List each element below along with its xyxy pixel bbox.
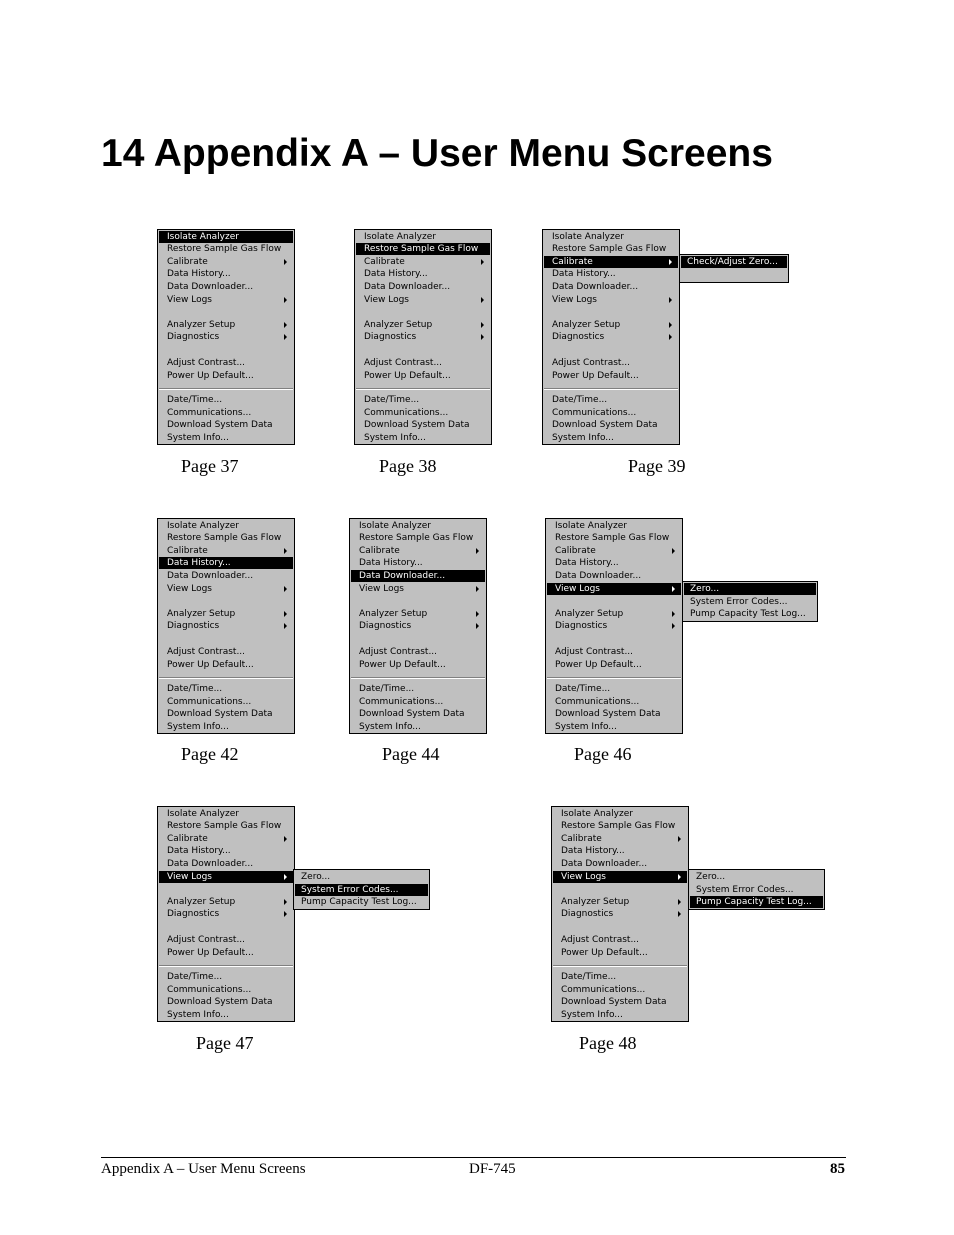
menu-item[interactable] [159,419,293,431]
submenu-item[interactable]: Pump Capacity Test Log... [301,897,417,908]
menu-item-label: Data History... [561,846,625,856]
menu-item[interactable] [351,620,485,632]
menu-item[interactable] [351,532,485,544]
menu-item[interactable] [356,407,490,419]
page-reference-caption: Page 37 [181,456,239,476]
menu-item[interactable] [356,256,490,268]
submenu-arrow-icon [476,548,479,554]
submenu-arrow-icon [284,874,287,880]
page-title: 14 Appendix A – User Menu Screens [101,132,773,175]
menu-item-label: Data History... [552,269,616,279]
menu-item[interactable] [159,394,293,406]
menu-separator [356,388,490,390]
menu-item[interactable] [356,319,490,331]
menu-item[interactable] [159,908,293,920]
menu-item[interactable] [544,256,678,268]
menu-item[interactable] [547,520,681,532]
menu-item-label: Calibrate [555,546,596,556]
submenu-arrow-icon [481,259,484,265]
menu-item[interactable] [159,971,293,983]
menu-item-label: Isolate Analyzer [167,521,239,531]
submenu-item[interactable]: Zero... [696,872,726,882]
menu-item-label: Download System Data [561,997,667,1007]
menu-item[interactable] [547,659,681,671]
menu-item[interactable] [159,984,293,996]
menu-item[interactable] [159,432,293,444]
menu-item[interactable] [356,357,490,369]
menu-item[interactable] [544,357,678,369]
menu-item-label: Adjust Contrast... [561,935,640,945]
menu-item-label: Download System Data [359,709,465,719]
menu-item-label: Date/Time... [167,395,223,405]
submenu-arrow-icon [284,586,287,592]
menu-item-label: Restore Sample Gas Flow [167,244,282,254]
menu-item-label: System Info... [359,722,421,732]
menu-item[interactable] [544,394,678,406]
menu-item[interactable] [547,583,681,595]
menu-item[interactable] [553,996,687,1008]
menu-item[interactable] [553,971,687,983]
menu-item[interactable] [356,243,490,255]
menu-item-label: Power Up Default... [167,660,254,670]
menu-item[interactable] [159,532,293,544]
menu-item-label: Adjust Contrast... [167,935,246,945]
menu-item-label: System Info... [555,722,617,732]
menu-item[interactable] [544,331,678,343]
menu-item-label: Power Up Default... [364,371,451,381]
menu-item[interactable] [159,281,293,293]
menu-item[interactable] [159,620,293,632]
menu-item[interactable] [547,646,681,658]
menu-item[interactable] [547,608,681,620]
menu-item[interactable] [544,432,678,444]
menu-item[interactable] [159,370,293,382]
menu-item[interactable] [159,659,293,671]
menu-item[interactable] [544,319,678,331]
menu-item-label: Diagnostics [167,332,220,342]
menu-item-label: Power Up Default... [555,660,642,670]
menu-item-label: Data Downloader... [561,859,648,869]
footer-document-id: DF-745 [469,1161,516,1177]
submenu-arrow-icon [669,334,672,340]
submenu-arrow-icon [476,586,479,592]
menu-item[interactable] [159,708,293,720]
menu-item[interactable] [553,858,687,870]
menu-item-label: Data Downloader... [167,282,254,292]
submenu-arrow-icon [669,297,672,303]
menu-item[interactable] [159,896,293,908]
menu-item[interactable] [553,871,687,883]
submenu-arrow-icon [476,611,479,617]
menu-item-label: Data History... [359,558,423,568]
menu-item-label: Date/Time... [359,684,415,694]
menu-item-label: Diagnostics [167,621,220,631]
menu-item-label: Date/Time... [167,684,223,694]
menu-item-label: System Info... [364,433,426,443]
menu-screen [157,518,295,734]
menu-item-label: Data Downloader... [359,571,446,581]
menu-separator [159,677,293,679]
menu-item[interactable] [547,696,681,708]
submenu-arrow-icon [481,297,484,303]
menu-item-label: Download System Data [555,709,661,719]
menu-item[interactable] [351,708,485,720]
menu-item-label: Analyzer Setup [167,897,236,907]
submenu-arrow-icon [678,911,681,917]
menu-item-label: Restore Sample Gas Flow [555,533,670,543]
menu-item[interactable] [356,419,490,431]
menu-item-label: Communications... [167,697,252,707]
menu-item[interactable] [159,608,293,620]
menu-item[interactable] [356,231,490,243]
menu-item[interactable] [547,683,681,695]
menu-item-label: Power Up Default... [561,948,648,958]
menu-item[interactable] [351,583,485,595]
menu-item[interactable] [553,947,687,959]
menu-item-label: Adjust Contrast... [552,358,631,368]
submenu-item[interactable]: System Error Codes... [295,884,428,896]
submenu-arrow-icon [672,586,675,592]
menu-item[interactable] [159,583,293,595]
menu-item[interactable] [159,947,293,959]
menu-item[interactable] [553,1009,687,1021]
menu-item-label: Communications... [359,697,444,707]
menu-screen [545,518,683,734]
menu-item-label: Restore Sample Gas Flow [364,244,479,254]
submenu-arrow-icon [284,611,287,617]
submenu-arrow-icon [284,623,287,629]
menu-item[interactable] [159,721,293,733]
menu-item-label: Adjust Contrast... [167,358,246,368]
menu-item-label: Power Up Default... [552,371,639,381]
menu-item-label: Data Downloader... [552,282,639,292]
page-reference-caption: Page 38 [379,456,437,476]
submenu-item[interactable]: Zero... [301,872,331,882]
menu-item-label: Restore Sample Gas Flow [359,533,474,543]
menu-item[interactable] [159,696,293,708]
menu-item[interactable] [553,934,687,946]
menu-item[interactable] [544,419,678,431]
menu-item-label: Analyzer Setup [555,609,624,619]
page-reference-caption: Page 46 [574,744,632,764]
menu-item-label: System Info... [167,433,229,443]
menu-item[interactable] [356,294,490,306]
menu-item-label: Diagnostics [561,909,614,919]
menu-item-label: Date/Time... [552,395,608,405]
menu-item-label: Communications... [167,408,252,418]
menu-item-label: Isolate Analyzer [555,521,627,531]
menu-item-label: Download System Data [364,420,470,430]
menu-item-label: Analyzer Setup [167,320,236,330]
menu-item[interactable] [544,268,678,280]
menu-separator [544,388,678,390]
menu-item[interactable] [547,532,681,544]
menu-item[interactable] [544,243,678,255]
menu-item-label: Calibrate [364,257,405,267]
menu-item[interactable] [351,721,485,733]
submenu [682,581,818,622]
menu-separator [553,965,687,967]
menu-item-label: Adjust Contrast... [167,647,246,657]
menu-item[interactable] [544,370,678,382]
menu-item-label: Adjust Contrast... [364,358,443,368]
submenu-arrow-icon [669,322,672,328]
menu-item-label: View Logs [359,584,404,594]
menu-item-label: System Info... [167,722,229,732]
menu-item-label: Communications... [552,408,637,418]
menu-item[interactable] [351,646,485,658]
menu-item-label: Isolate Analyzer [167,232,239,242]
menu-item[interactable] [159,996,293,1008]
menu-item[interactable] [553,908,687,920]
menu-item-label: System Info... [561,1010,623,1020]
menu-item[interactable] [553,984,687,996]
menu-item-label: Power Up Default... [167,948,254,958]
menu-item-label: View Logs [167,584,212,594]
menu-item[interactable] [356,268,490,280]
footer-page-number: 85 [830,1161,845,1177]
submenu-item[interactable]: Zero... [684,583,816,595]
menu-item[interactable] [356,432,490,444]
menu-item[interactable] [553,808,687,820]
page-reference-caption: Page 42 [181,744,239,764]
submenu-arrow-icon [284,334,287,340]
submenu-arrow-icon [678,874,681,880]
menu-item[interactable] [356,394,490,406]
menu-item-label: Download System Data [167,997,273,1007]
menu-item[interactable] [159,557,293,569]
submenu-arrow-icon [672,623,675,629]
menu-item-label: View Logs [555,584,600,594]
menu-item[interactable] [351,570,485,582]
submenu-item[interactable]: System Error Codes... [696,884,794,895]
menu-item-label: View Logs [364,295,409,305]
submenu-arrow-icon [481,322,484,328]
menu-item-label: Isolate Analyzer [359,521,431,531]
menu-item[interactable] [547,570,681,582]
menu-item[interactable] [159,357,293,369]
menu-item[interactable] [159,646,293,658]
menu-item-label: Analyzer Setup [561,897,630,907]
menu-item[interactable] [547,721,681,733]
menu-item[interactable] [159,934,293,946]
menu-item[interactable] [159,808,293,820]
menu-item[interactable] [159,243,293,255]
menu-item[interactable] [159,683,293,695]
menu-item-label: Data History... [555,558,619,568]
menu-item[interactable] [547,545,681,557]
menu-screen [349,518,487,734]
menu-screen [551,806,689,1022]
menu-item-label: Restore Sample Gas Flow [552,244,667,254]
menu-item[interactable] [159,871,293,883]
menu-item[interactable] [351,545,485,557]
submenu-arrow-icon [476,623,479,629]
menu-item-label: Date/Time... [561,972,617,982]
menu-item-label: Calibrate [561,834,602,844]
submenu-arrow-icon [678,836,681,842]
menu-item-label: Diagnostics [167,909,220,919]
menu-item-label: Isolate Analyzer [552,232,624,242]
menu-item-label: Diagnostics [555,621,608,631]
menu-item-label: System Info... [167,1010,229,1020]
menu-item-label: View Logs [167,295,212,305]
submenu-arrow-icon [284,836,287,842]
submenu-arrow-icon [669,259,672,265]
menu-item-label: View Logs [561,872,606,882]
menu-item[interactable] [553,820,687,832]
menu-screen [157,229,295,445]
menu-item-label: Isolate Analyzer [561,809,633,819]
menu-item-label: Data History... [167,269,231,279]
menu-item-label: Calibrate [167,546,208,556]
menu-item-label: Calibrate [167,834,208,844]
menu-item-label: Date/Time... [364,395,420,405]
submenu [679,254,789,283]
menu-item-label: Communications... [364,408,449,418]
menu-item-label: Adjust Contrast... [359,647,438,657]
submenu-item[interactable]: Pump Capacity Test Log... [690,896,823,908]
page-reference-caption: Page 47 [196,1033,254,1053]
submenu-arrow-icon [481,334,484,340]
menu-item[interactable] [159,520,293,532]
menu-item-label: Adjust Contrast... [555,647,634,657]
menu-item[interactable] [351,683,485,695]
menu-screen [542,229,680,445]
menu-separator [159,388,293,390]
menu-item[interactable] [159,294,293,306]
submenu [293,869,430,910]
submenu-arrow-icon [284,322,287,328]
menu-item[interactable] [547,557,681,569]
menu-item[interactable] [159,256,293,268]
menu-item-label: Power Up Default... [167,371,254,381]
submenu [688,869,825,910]
menu-item[interactable] [159,319,293,331]
menu-item[interactable] [159,858,293,870]
menu-item-label: Isolate Analyzer [167,809,239,819]
menu-item[interactable] [553,896,687,908]
menu-separator [547,677,681,679]
menu-item[interactable] [547,708,681,720]
menu-item[interactable] [351,608,485,620]
menu-item[interactable] [351,557,485,569]
page-reference-caption: Page 44 [382,744,440,764]
menu-item[interactable] [351,659,485,671]
menu-item[interactable] [351,520,485,532]
menu-item[interactable] [159,407,293,419]
menu-item[interactable] [553,833,687,845]
menu-item[interactable] [159,545,293,557]
menu-item[interactable] [356,370,490,382]
menu-item[interactable] [159,268,293,280]
menu-item-label: System Info... [552,433,614,443]
submenu-item[interactable]: System Error Codes... [690,596,788,607]
menu-item-label: Power Up Default... [359,660,446,670]
menu-item[interactable] [351,696,485,708]
menu-item-label: Data Downloader... [167,571,254,581]
submenu-arrow-icon [284,911,287,917]
menu-item-label: Data Downloader... [555,571,642,581]
menu-item-label: Isolate Analyzer [364,232,436,242]
menu-item[interactable] [159,1009,293,1021]
submenu-arrow-icon [284,259,287,265]
menu-item[interactable] [159,570,293,582]
submenu-item[interactable]: Check/Adjust Zero... [681,256,787,268]
menu-item[interactable] [159,833,293,845]
menu-item[interactable] [544,281,678,293]
menu-item-label: View Logs [167,872,212,882]
submenu-arrow-icon [678,899,681,905]
menu-item-label: Data Downloader... [167,859,254,869]
menu-item-label: Diagnostics [359,621,412,631]
menu-item[interactable] [547,620,681,632]
submenu-arrow-icon [284,297,287,303]
menu-item[interactable] [159,820,293,832]
menu-item-label: Data History... [167,558,231,568]
footer-rule [101,1157,846,1158]
menu-item-label: Calibrate [359,546,400,556]
menu-item[interactable] [553,845,687,857]
menu-item-label: Restore Sample Gas Flow [167,533,282,543]
page-reference-caption: Page 39 [628,456,686,476]
menu-item-label: View Logs [552,295,597,305]
menu-item-label: Date/Time... [167,972,223,982]
menu-item-label: Data History... [364,269,428,279]
menu-item[interactable] [159,331,293,343]
menu-item-label: Date/Time... [555,684,611,694]
menu-item-label: Analyzer Setup [167,609,236,619]
menu-item[interactable] [159,231,293,243]
submenu-arrow-icon [284,899,287,905]
menu-screen [157,806,295,1022]
menu-item-label: Restore Sample Gas Flow [561,821,676,831]
menu-item-label: Communications... [167,985,252,995]
submenu-item[interactable]: Pump Capacity Test Log... [690,609,806,620]
menu-item-label: Restore Sample Gas Flow [167,821,282,831]
menu-item-label: Download System Data [167,709,273,719]
menu-item[interactable] [356,331,490,343]
menu-item-label: Diagnostics [552,332,605,342]
menu-separator [159,965,293,967]
submenu-arrow-icon [672,548,675,554]
menu-item-label: Diagnostics [364,332,417,342]
menu-item[interactable] [544,407,678,419]
menu-item[interactable] [159,845,293,857]
page-reference-caption: Page 48 [579,1033,637,1053]
menu-screen [354,229,492,445]
submenu-arrow-icon [672,611,675,617]
menu-item[interactable] [544,294,678,306]
submenu-arrow-icon [284,548,287,554]
menu-item[interactable] [356,281,490,293]
menu-item-label: Download System Data [552,420,658,430]
menu-item-label: Analyzer Setup [552,320,621,330]
menu-item-label: Analyzer Setup [364,320,433,330]
menu-item-label: Analyzer Setup [359,609,428,619]
menu-item-label: Calibrate [167,257,208,267]
menu-item-label: Calibrate [552,257,593,267]
menu-item[interactable] [544,231,678,243]
menu-item-label: Communications... [555,697,640,707]
menu-item-label: Download System Data [167,420,273,430]
menu-item-label: Communications... [561,985,646,995]
footer-section-title: Appendix A – User Menu Screens [101,1161,306,1177]
menu-item-label: Data History... [167,846,231,856]
menu-item-label: Data Downloader... [364,282,451,292]
menu-separator [351,677,485,679]
